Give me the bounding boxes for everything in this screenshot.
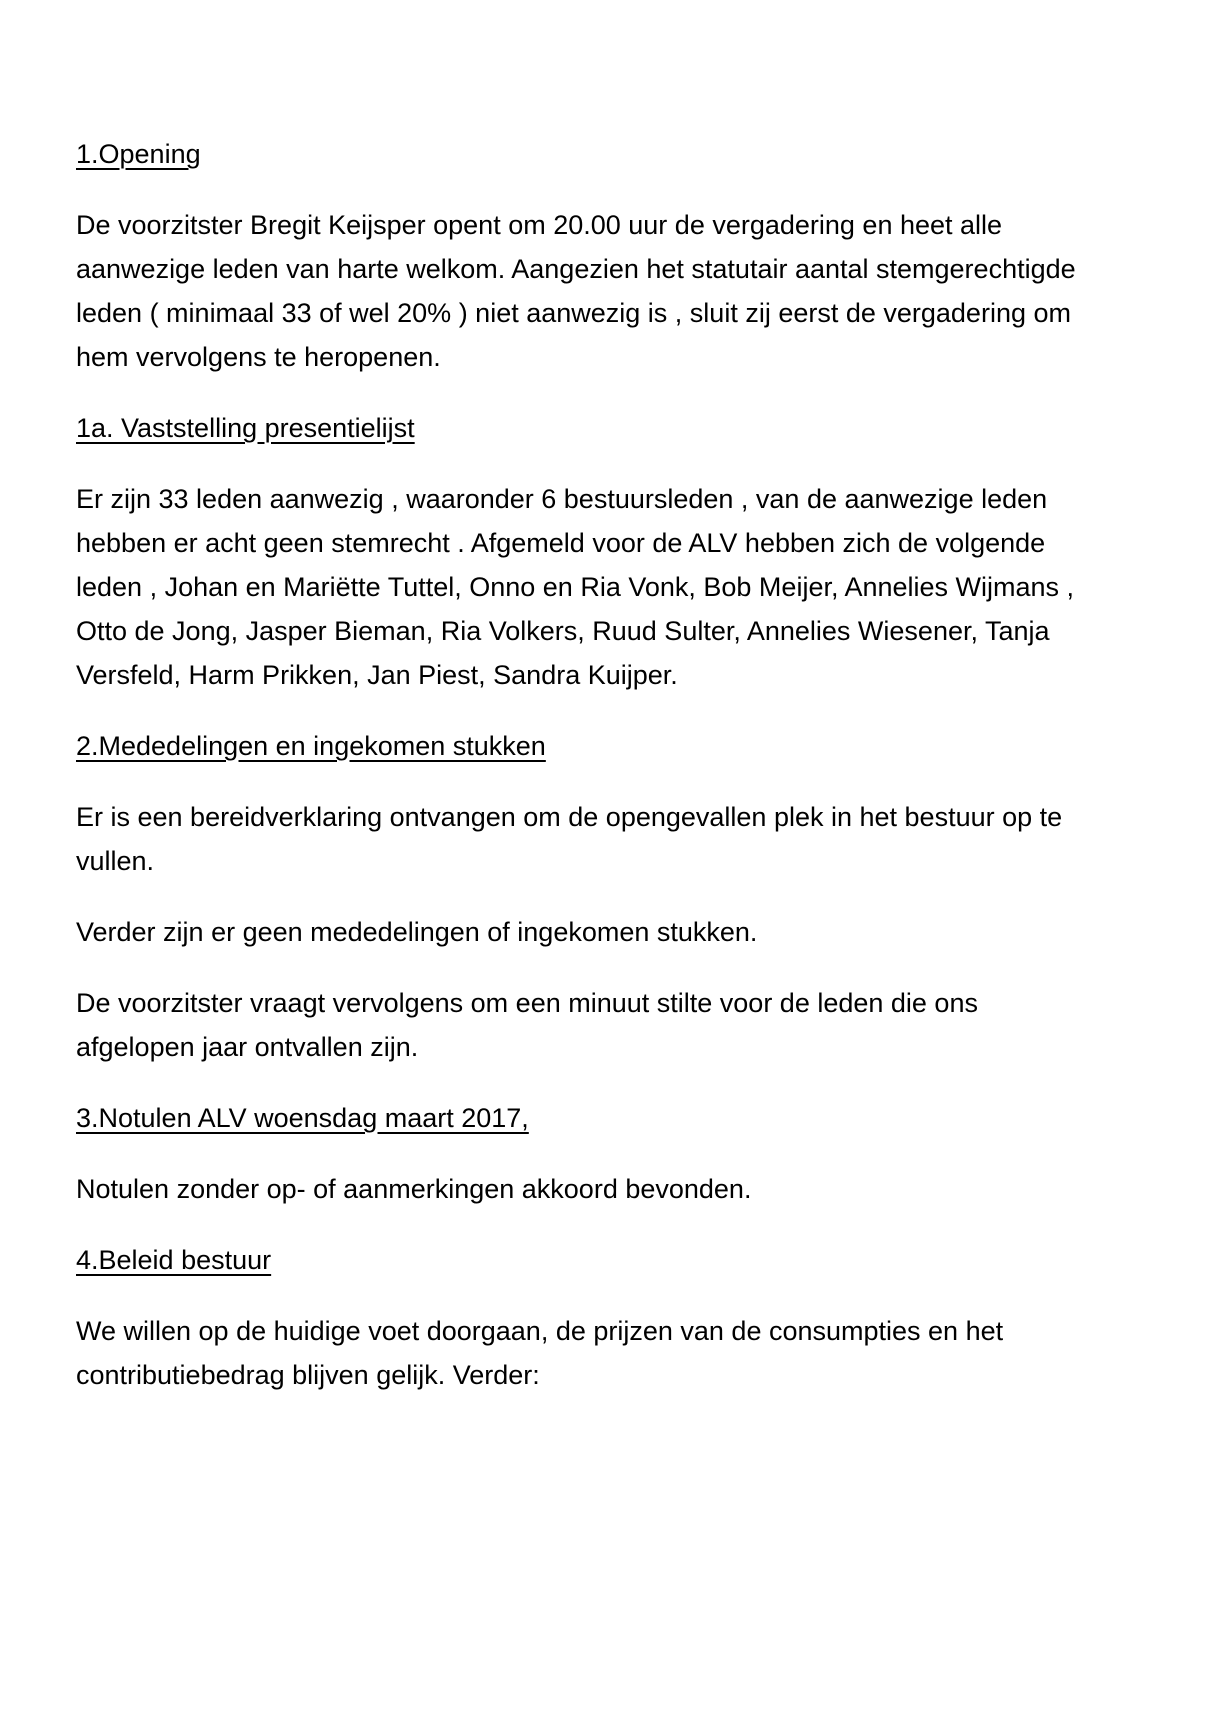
paragraph: We willen op de huidige voet doorgaan, de prijzen van de consumpties en het contributiebedrag blijven gelijk. Verder:	[76, 1316, 1004, 1390]
section-heading: 1.Opening	[76, 139, 201, 169]
section-beleid-bestuur	[76, 1238, 1142, 1397]
section-heading: 3.Notulen ALV woensdag maart 2017,	[76, 1103, 529, 1133]
section-mededelingen	[76, 724, 1142, 1069]
section-heading: 2.Mededelingen en ingekomen stukken	[76, 731, 546, 761]
paragraph: Er is een bereidverklaring ontvangen om de opengevallen plek in het bestuur op te vullen.	[76, 802, 1063, 876]
section-heading: 4.Beleid bestuur	[76, 1245, 272, 1275]
section-heading: 1a. Vaststelling presentielijst	[76, 413, 415, 443]
section-opening	[76, 132, 1142, 379]
paragraph: Verder zijn er geen mededelingen of ingekomen stukken.	[76, 917, 758, 947]
paragraph: De voorzitster vraagt vervolgens om een minuut stilte voor de leden die ons afgelopen jaar ontvallen zijn.	[76, 988, 978, 1062]
section-vaststelling-presentielijst	[76, 406, 1142, 697]
paragraph: Er zijn 33 leden aanwezig , waaronder 6 bestuursleden , van de aanwezige leden hebben er acht geen stemrecht . Afgemeld voor de ALV hebben zich de volgende leden , Johan en Mariëtte Tuttel, Onno en Ria Vonk, Bob Meijer, Annelies Wijmans , Otto de Jong, Jasper Bieman, Ria Volkers, Ruud Sulter, Annelies Wiesener, Tanja Versfeld, Harm Prikken, Jan Piest, Sandra Kuijper.	[76, 484, 1075, 690]
section-notulen-alv	[76, 1096, 1142, 1211]
paragraph: Notulen zonder op- of aanmerkingen akkoord bevonden.	[76, 1174, 752, 1204]
paragraph: De voorzitster Bregit Keijsper opent om 20.00 uur de vergadering en heet alle aanwezige leden van harte welkom. Aangezien het statutair aantal stemgerechtigde leden ( minimaal 33 of wel 20% ) niet aanwezig is , sluit zij eerst de vergadering om hem vervolgens te heropenen.	[76, 210, 1076, 372]
